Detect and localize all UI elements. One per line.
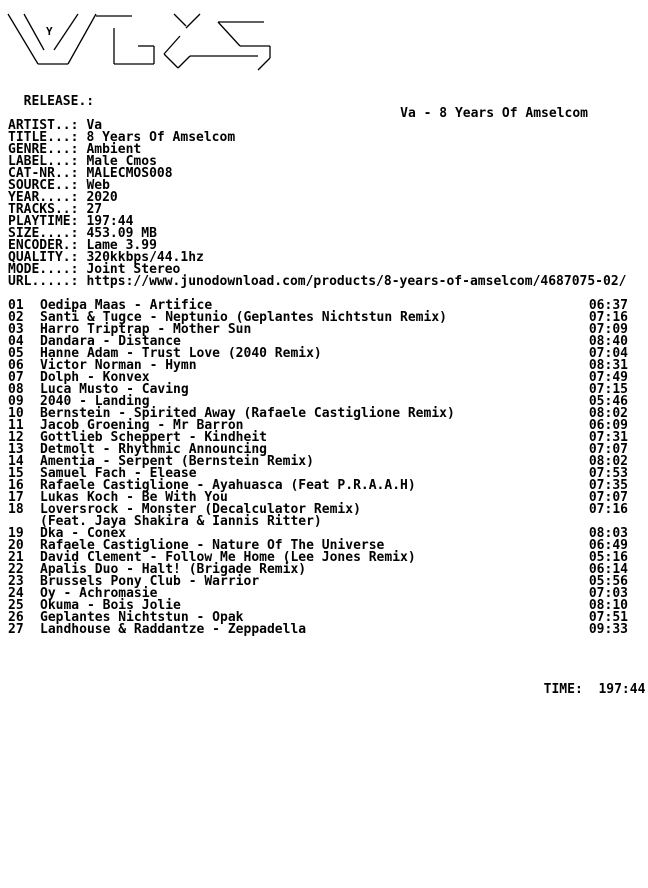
info-value: Va (86, 118, 103, 133)
info-value: https://www.junodownload.com/products/8-years-of-amselcom/4687075-02/ (86, 274, 627, 289)
track-number: 19 (8, 526, 24, 541)
track-duration: 06:49 (588, 538, 628, 553)
track-duration: 05:56 (588, 574, 628, 589)
track-title: Victor Norman - Hymn (40, 358, 197, 373)
track-duration: 07:09 (588, 322, 628, 337)
track-title: Jacob Groening - Mr Barron (40, 418, 244, 433)
info-value: 320kkbps/44.1hz (86, 250, 204, 265)
track-duration: 07:16 (588, 502, 628, 517)
track-number: 01 (8, 298, 24, 313)
track-number: 26 (8, 610, 24, 625)
track-duration: 08:02 (588, 406, 628, 421)
track-title: Brussels Pony Club - Warrior (40, 574, 260, 589)
track-title: Dandara - Distance (40, 334, 181, 349)
release-value: Va - 8 Years Of Amselcom (400, 106, 588, 121)
track-number: 21 (8, 550, 24, 565)
track-number: 12 (8, 430, 24, 445)
track-number: 07 (8, 370, 24, 385)
info-key: GENRE...: (8, 142, 79, 157)
info-value: 197:44 (86, 214, 134, 229)
info-key: ENCODER.: (8, 238, 79, 253)
track-duration: 06:37 (588, 298, 628, 313)
info-line (8, 276, 627, 288)
info-value: 453.09 MB (86, 226, 157, 241)
track-number: 04 (8, 334, 24, 349)
track-duration: 07:07 (588, 490, 628, 505)
track-number: 16 (8, 478, 24, 493)
track-number: 05 (8, 346, 24, 361)
track-number: 10 (8, 406, 24, 421)
info-key: LABEL...: (8, 154, 79, 169)
track-title: Bernstein - Spirited Away (Rafaele Castiglione Remix) (40, 406, 455, 421)
track-title: (Feat. Jaya Shakira & Iannis Ritter) (40, 514, 322, 529)
track-duration: 07:53 (588, 466, 628, 481)
track-duration: 05:46 (588, 394, 628, 409)
total-time (528, 672, 646, 697)
info-value: 27 (86, 202, 103, 217)
info-key: YEAR....: (8, 190, 79, 205)
track-duration: 07:03 (588, 586, 628, 601)
total-time-label: TIME: (543, 682, 583, 697)
track-title: 2040 - Landing (40, 394, 150, 409)
track-title: Dolph - Konvex (40, 370, 150, 385)
track-duration: 08:31 (588, 358, 628, 373)
info-key: SOURCE..: (8, 178, 79, 193)
info-key: TITLE...: (8, 130, 79, 145)
track-number: 20 (8, 538, 24, 553)
track-title: Harro Triptrap - Mother Sun (40, 322, 252, 337)
track-title: Hanne Adam - Trust Love (2040 Remix) (40, 346, 322, 361)
track-title: David Clement - Follow Me Home (Lee Jones Remix) (40, 550, 416, 565)
info-value: Lame 3.99 (86, 238, 157, 253)
info-value: Ambient (86, 142, 142, 157)
track-title: Landhouse & Raddantze - Zeppadella (40, 622, 307, 637)
track-title: Dka - Conex (40, 526, 127, 541)
info-key: ARTIST..: (8, 118, 79, 133)
track-number: 27 (8, 622, 24, 637)
track-duration: 08:40 (588, 334, 628, 349)
info-key: SIZE....: (8, 226, 79, 241)
info-value: Joint Stereo (86, 262, 181, 277)
release-line (8, 84, 628, 121)
info-key: TRACKS..: (8, 202, 79, 217)
track-title: Santi & Tugce - Neptunio (Geplantes Nichtstun Remix) (40, 310, 447, 325)
info-value: 8 Years Of Amselcom (86, 130, 236, 145)
track-duration: 07:07 (588, 442, 628, 457)
release-label: RELEASE.: (23, 94, 95, 109)
track-duration: 07:35 (588, 478, 628, 493)
info-value: Web (86, 178, 110, 193)
track-number: 11 (8, 418, 24, 433)
info-key: CAT-NR..: (8, 166, 79, 181)
track-title: Lukas Koch - Be With You (40, 490, 228, 505)
track-duration: 07:49 (588, 370, 628, 385)
track-title: Luca Musto - Caving (40, 382, 189, 397)
info-key: MODE....: (8, 262, 79, 277)
track-number: 03 (8, 322, 24, 337)
track-number: 02 (8, 310, 24, 325)
track-duration: 08:02 (588, 454, 628, 469)
total-time-value: 197:44 (598, 682, 646, 697)
track-title: Detmolt - Rhythmic Announcing (40, 442, 267, 457)
track-duration: 07:04 (588, 346, 628, 361)
track-title: Gottlieb Scheppert - Kindheit (40, 430, 267, 445)
info-value: MALECMOS008 (86, 166, 173, 181)
info-key: URL.....: (8, 274, 79, 289)
track-title: Geplantes Nichtstun - Opak (40, 610, 244, 625)
track-duration: 07:16 (588, 310, 628, 325)
track-number: 22 (8, 562, 24, 577)
track-title: Loversrock - Monster (Decalculator Remix) (40, 502, 361, 517)
track-title: Samuel Fach - Elease (40, 466, 197, 481)
track-title: Rafaele Castiglione - Ayahuasca (Feat P.R.A.A.H) (40, 478, 416, 493)
track-duration: 05:16 (588, 550, 628, 565)
track-title: Amentia - Serpent (Bernstein Remix) (40, 454, 314, 469)
track-duration: 09:33 (588, 622, 628, 637)
track-number: 24 (8, 586, 24, 601)
track-number: 13 (8, 442, 24, 457)
track-duration: 06:14 (588, 562, 628, 577)
track-duration: 08:03 (588, 526, 628, 541)
logo-mark: Y (46, 25, 53, 38)
track-number: 15 (8, 466, 24, 481)
track-duration: 07:15 (588, 382, 628, 397)
track-duration: 07:31 (588, 430, 628, 445)
track-number: 06 (8, 358, 24, 373)
track-duration: 06:09 (588, 418, 628, 433)
track-duration: 08:10 (588, 598, 628, 613)
info-key: QUALITY.: (8, 250, 79, 265)
track-row (8, 624, 628, 636)
track-title: Apalis Duo - Halt! (Brigade Remix) (40, 562, 307, 577)
info-key: PLAYTIME: (8, 214, 79, 229)
info-value: 2020 (86, 190, 118, 205)
track-title: Okuma - Bois Jolie (40, 598, 181, 613)
track-number: 23 (8, 574, 24, 589)
track-number: 14 (8, 454, 24, 469)
track-title: Rafaele Castiglione - Nature Of The Universe (40, 538, 385, 553)
track-number: 09 (8, 394, 24, 409)
track-number: 08 (8, 382, 24, 397)
track-duration: 07:51 (588, 610, 628, 625)
track-title: Oy - Achromasie (40, 586, 158, 601)
track-number: 18 (8, 502, 24, 517)
track-title: Oedipa Maas - Artifice (40, 298, 213, 313)
track-number: 17 (8, 490, 24, 505)
info-value: Male Cmos (86, 154, 157, 169)
track-number: 25 (8, 598, 24, 613)
release-group-logo (4, 6, 274, 72)
